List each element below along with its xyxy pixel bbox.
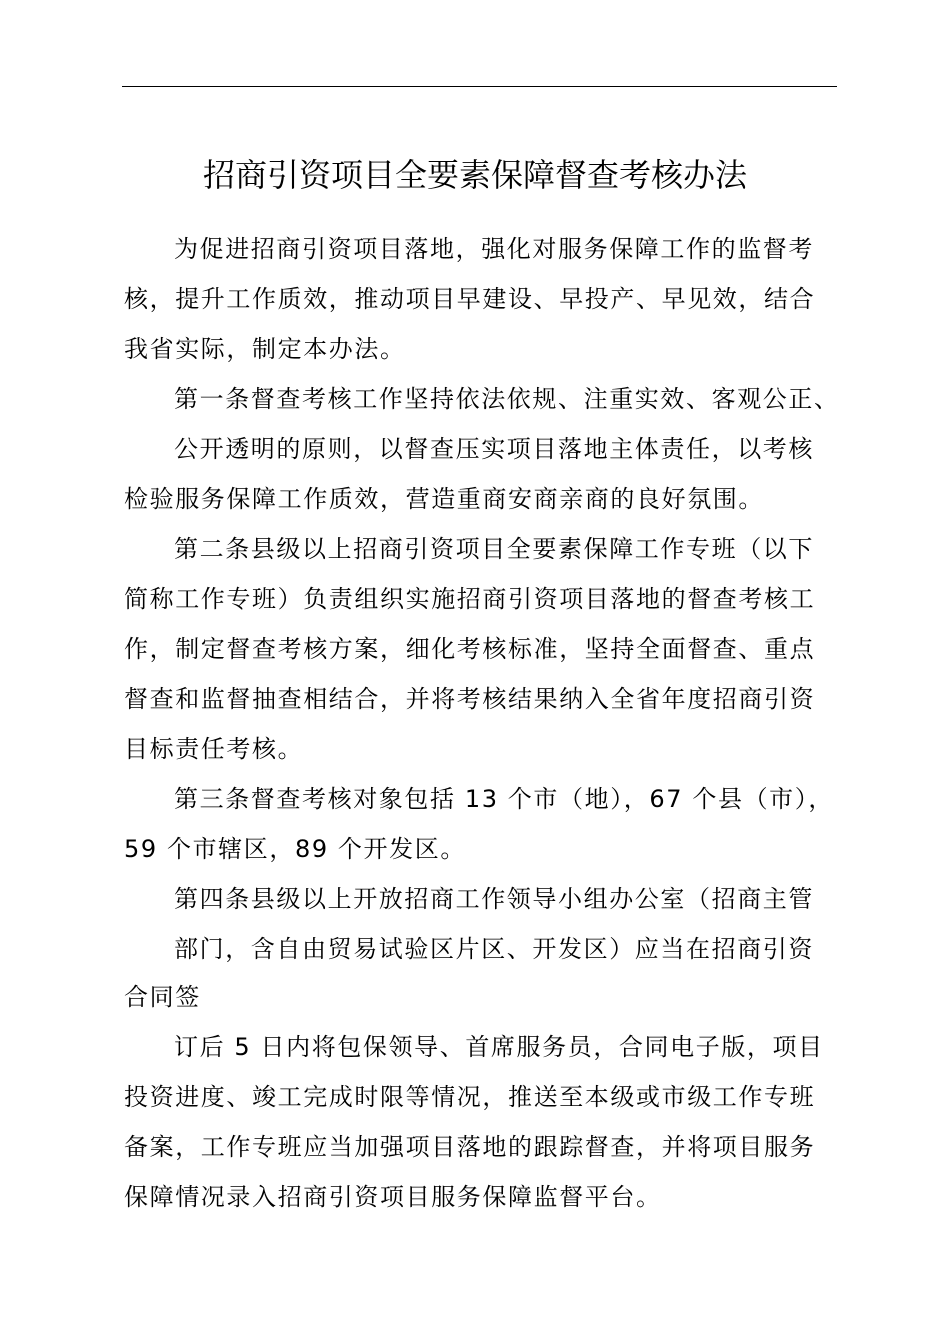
paragraph-line: 第三条督查考核对象包括 13 个市（地），67 个县（市）， [174, 785, 834, 813]
paragraph-line: 目标责任考核。 [124, 735, 304, 763]
paragraph-line: 我省实际，制定本办法。 [124, 335, 406, 363]
paragraph-line: 公开透明的原则，以督查压实项目落地主体责任，以考核 [174, 435, 814, 463]
paragraph-line: 保障情况录入招商引资项目服务保障监督平台。 [124, 1183, 662, 1211]
paragraph-line: 合同签 [124, 983, 201, 1011]
paragraph-line: 投资进度、竣工完成时限等情况，推送至本级或市级工作专班 [124, 1083, 816, 1111]
paragraph-line: 督查和监督抽查相结合，并将考核结果纳入全省年度招商引资 [124, 685, 816, 713]
paragraph-line: 为促进招商引资项目落地，强化对服务保障工作的监督考 [174, 235, 814, 263]
paragraph-line: 订后 5 日内将包保领导、首席服务员，合同电子版，项目 [174, 1033, 824, 1061]
paragraph-line: 核，提升工作质效，推动项目早建设、早投产、早见效，结合 [124, 285, 816, 313]
paragraph-line: 简称工作专班）负责组织实施招商引资项目落地的督查考核工 [124, 585, 816, 613]
paragraph-line: 备案，工作专班应当加强项目落地的跟踪督查，并将项目服务 [124, 1133, 816, 1161]
document-title: 招商引资项目全要素保障督查考核办法 [202, 156, 747, 194]
paragraph-line: 检验服务保障工作质效，营造重商安商亲商的良好氛围。 [124, 485, 764, 513]
header-rule [122, 86, 837, 87]
paragraph-line: 59 个市辖区，89 个开发区。 [124, 835, 466, 863]
paragraph-line: 作，制定督查考核方案，细化考核标准，坚持全面督查、重点 [124, 635, 816, 663]
paragraph-line: 第一条督查考核工作坚持依法依规、注重实效、客观公正、 [174, 385, 840, 413]
paragraph-line: 第二条县级以上招商引资项目全要素保障工作专班（以下 [174, 535, 814, 563]
paragraph-line: 部门，含自由贸易试验区片区、开发区）应当在招商引资 [174, 935, 814, 963]
paragraph-line: 第四条县级以上开放招商工作领导小组办公室（招商主管 [174, 885, 814, 913]
